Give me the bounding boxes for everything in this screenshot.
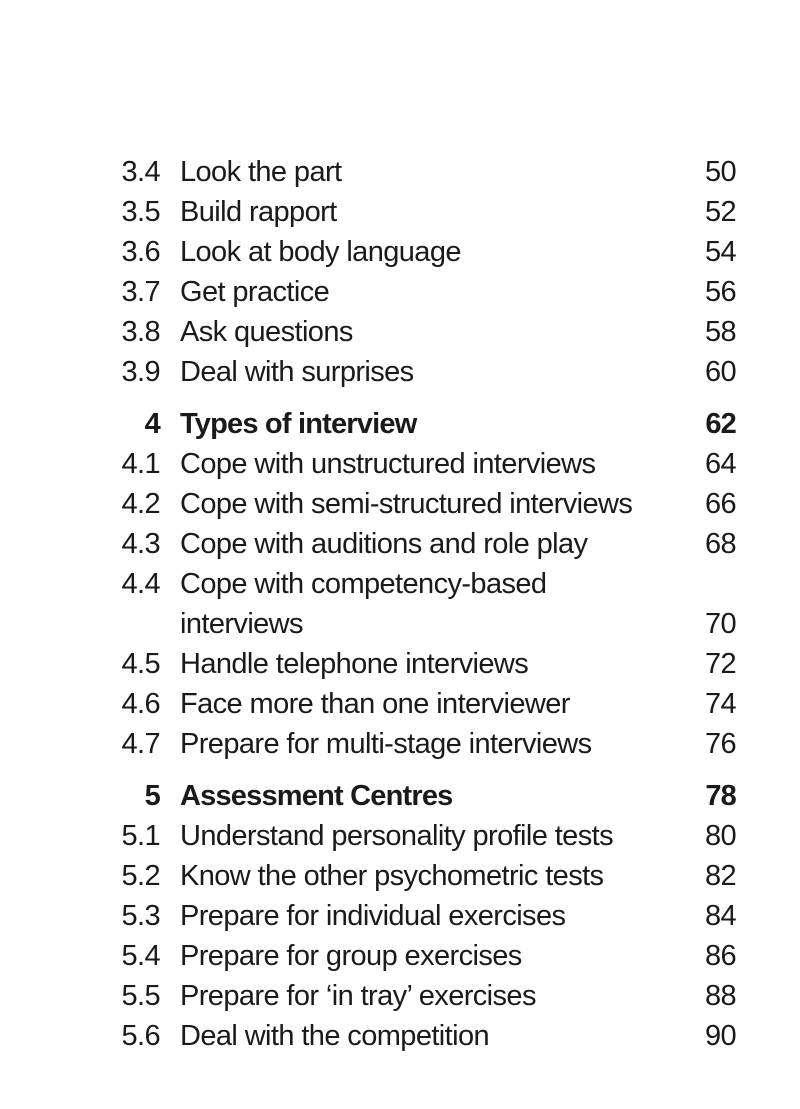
toc-entry[interactable]: [0, 1016, 800, 1056]
section-title: Cope with unstructured interviews: [180, 448, 596, 480]
page-number: 64: [704, 448, 736, 480]
page-number: 86: [704, 940, 736, 972]
toc-entry[interactable]: [0, 272, 800, 312]
section-title: Deal with the competition: [180, 1020, 489, 1052]
section-title: Understand personality profile tests: [180, 820, 613, 852]
section-title: Prepare for multi-stage interviews: [180, 728, 592, 760]
page-number: 62: [705, 408, 736, 440]
page-number: 78: [705, 780, 736, 812]
page-number: 58: [704, 316, 736, 348]
section-number: 4.1: [121, 448, 160, 480]
section-title: Look at body language: [180, 236, 461, 268]
section-number: 4.4: [121, 568, 160, 600]
section-title: Get practice: [180, 276, 330, 308]
section-title: Prepare for ‘in tray’ exercises: [180, 980, 536, 1012]
section-title: Face more than one interviewer: [180, 688, 570, 720]
toc-entry[interactable]: [0, 724, 800, 764]
toc-chapter-heading[interactable]: [0, 776, 800, 816]
toc-entry[interactable]: [0, 936, 800, 976]
table-of-contents: [0, 152, 800, 1056]
chapter-title: Assessment Centres: [180, 780, 453, 812]
page-number: 66: [704, 488, 736, 520]
page-number: 70: [704, 608, 736, 640]
section-number: 4.2: [121, 488, 160, 520]
page-number: 56: [704, 276, 736, 308]
page-number: 52: [704, 196, 736, 228]
section-number: 4.3: [121, 528, 160, 560]
section-number: 5.5: [121, 980, 160, 1012]
section-title: Ask questions: [180, 316, 353, 348]
section-title: Cope with auditions and role play: [180, 528, 588, 560]
toc-entry[interactable]: [0, 524, 800, 564]
page-number: 74: [704, 688, 736, 720]
section-number: 5.1: [121, 820, 160, 852]
page-number: 50: [704, 156, 736, 188]
page-number: 72: [704, 648, 736, 680]
chapter-number: 5: [144, 780, 160, 812]
toc-entry[interactable]: [0, 192, 800, 232]
toc-entry[interactable]: [0, 444, 800, 484]
section-number: 4.5: [121, 648, 160, 680]
chapter-title: Types of interview: [180, 408, 417, 440]
section-number: 4.7: [121, 728, 160, 760]
toc-entry[interactable]: [0, 816, 800, 856]
section-number: 5.3: [121, 900, 160, 932]
toc-entry[interactable]: [0, 232, 800, 272]
section-number: 3.6: [121, 236, 160, 268]
section-title: Prepare for group exercises: [180, 940, 522, 972]
page-number: 76: [704, 728, 736, 760]
page-number: 60: [704, 356, 736, 388]
section-number: 3.7: [121, 276, 160, 308]
section-title: Prepare for individual exercises: [180, 900, 566, 932]
toc-entry[interactable]: [0, 484, 800, 524]
section-title: Cope with semi-structured interviews: [180, 488, 633, 520]
page-number: 84: [704, 900, 736, 932]
page-number: 54: [704, 236, 736, 268]
page-number: 88: [704, 980, 736, 1012]
section-number: 3.4: [121, 156, 160, 188]
page-number: 68: [704, 528, 736, 560]
section-number: 3.5: [121, 196, 160, 228]
toc-entry[interactable]: [0, 152, 800, 192]
chapter-number: 4: [144, 408, 160, 440]
toc-entry[interactable]: [0, 896, 800, 936]
toc-chapter-heading[interactable]: [0, 404, 800, 444]
section-number: 3.8: [121, 316, 160, 348]
toc-entry[interactable]: [0, 684, 800, 724]
toc-entry[interactable]: [0, 644, 800, 684]
toc-entry[interactable]: [0, 312, 800, 352]
section-number: 3.9: [121, 356, 160, 388]
toc-entry[interactable]: [0, 856, 800, 896]
section-title: Build rapport: [180, 196, 337, 228]
page-number: 80: [704, 820, 736, 852]
section-title: Cope with competency-based interviews: [180, 568, 547, 640]
section-number: 4.6: [121, 688, 160, 720]
section-title: Know the other psychometric tests: [180, 860, 604, 892]
toc-entry[interactable]: [0, 976, 800, 1016]
toc-entry[interactable]: [0, 352, 800, 392]
toc-entry[interactable]: [0, 564, 800, 644]
section-number: 5.4: [121, 940, 160, 972]
section-title: Deal with surprises: [180, 356, 414, 388]
section-title: Handle telephone interviews: [180, 648, 529, 680]
section-number: 5.6: [121, 1020, 160, 1052]
section-number: 5.2: [121, 860, 160, 892]
section-title: Look the part: [180, 156, 342, 188]
page-number: 82: [704, 860, 736, 892]
page-number: 90: [704, 1020, 736, 1052]
